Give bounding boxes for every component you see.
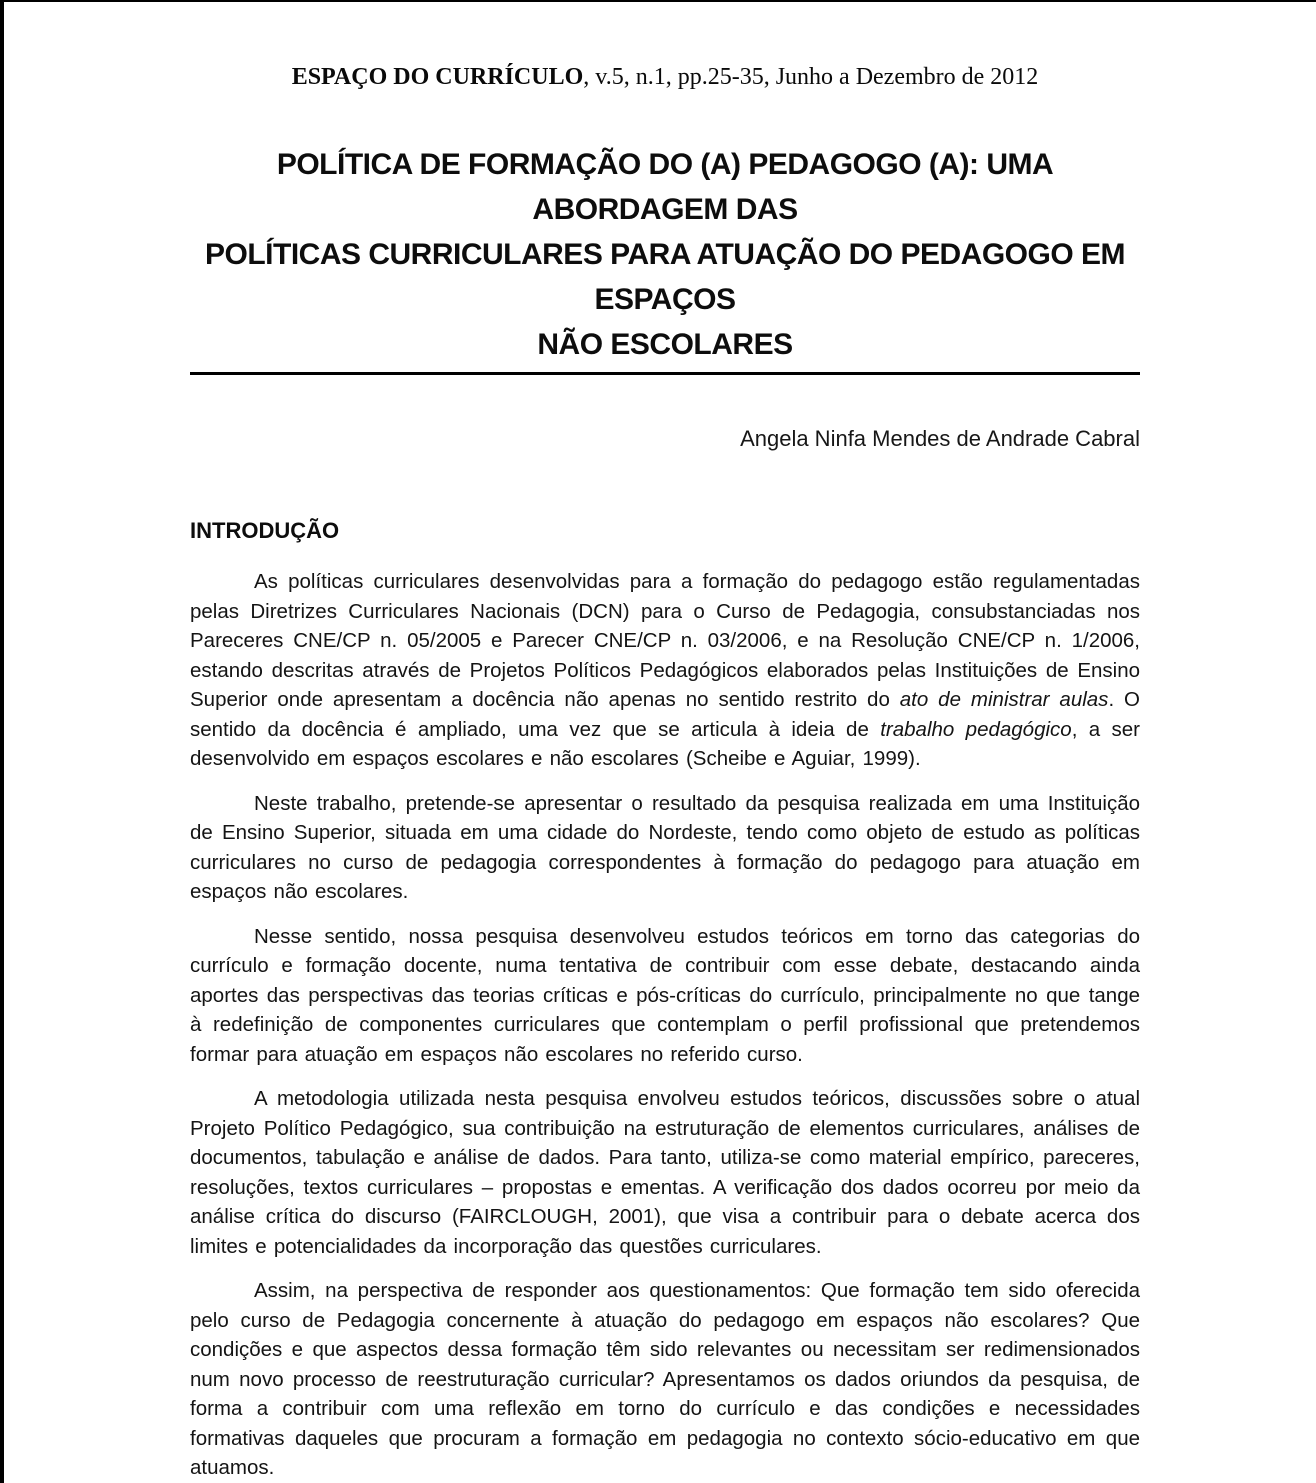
paragraph xyxy=(190,1084,1140,1261)
section-heading-introducao: INTRODUÇÃO xyxy=(190,518,340,543)
author-byline: Angela Ninfa Mendes de Andrade Cabral xyxy=(740,426,1140,451)
paragraph xyxy=(190,567,1140,774)
paragraph xyxy=(190,922,1140,1070)
article-body xyxy=(190,567,1140,1483)
article-title xyxy=(190,142,1140,367)
journal-issue-info: , v.5, n.1, pp.25-35, Junho a Dezembro de 2012 xyxy=(583,64,1039,90)
title-underline-rule xyxy=(190,372,1140,375)
text-run: A metodologia utilizada nesta pesquisa envolveu estudos teóricos, discussões sobre o atual Projeto Político Pedagógico, sua contribuição na estruturação de elementos curriculares, análises de documentos, tabulação e análise de dados. Para tanto, utiliza-se como material empírico, pareceres, resoluções, textos curriculares – propostas e ementas. A verificação dos dados ocorreu por meio da análise crítica do discurso (FAIRCLOUGH, 2001), que visa a contribuir para o debate acerca dos limites e potencialidades da incorporação das questões curriculares. xyxy=(190,1087,1140,1258)
text-run: Assim, na perspectiva de responder aos questionamentos: Que formação tem sido oferecida pelo curso de Pedagogia concernente à atuação do pedagogo em espaços não escolares? Que condições e que aspectos dessa formação têm sido relevantes ou necessitam ser redimensionados num novo processo de reestruturação curricular? Apresentamos os dados oriundos da pesquisa, de forma a contribuir com uma reflexão em torno do currículo e das condições e necessidades formativas daqueles que procuram a formação em pedagogia no contexto sócio-educativo em que atuamos. xyxy=(190,1279,1140,1479)
text-run: As políticas curriculares desenvolvidas para a formação do pedagogo estão regulamentadas pelas Diretrizes Curriculares Nacionais (DCN) para o Curso de Pedagogia, consubstanciadas nos Pareceres CNE/CP n. 05/2005 e Parecer CNE/CP n. 03/2006, e na Resolução CNE/CP n. 1/2006, estando descritas através de Projetos Políticos Pedagógicos elaborados pelas Instituições de Ensino Superior onde apresentam a docência não apenas no sentido restrito do xyxy=(190,570,1140,711)
page-content xyxy=(190,62,1140,1483)
paragraph xyxy=(190,1276,1140,1483)
text-run: , a ser desenvolvido em espaços escolares e não escolares (Scheibe e Aguiar, 1999). xyxy=(190,717,1140,770)
journal-header xyxy=(190,62,1140,92)
text-run: Nesse sentido, nossa pesquisa desenvolveu estudos teóricos em torno das categorias do currículo e formação docente, numa tentativa de contribuir com esse debate, destacando ainda aportes das perspectivas das teorias críticas e pós-críticas do currículo, principalmente no que tange à redefinição de componentes curriculares que contemplam o perfil profissional que pretendemos formar para atuação em espaços não escolares no referido curso. xyxy=(190,924,1140,1066)
article-title-line-2: POLÍTICAS CURRICULARES PARA ATUAÇÃO DO PEDAGOGO EM ESPAÇOS xyxy=(204,238,1125,316)
paragraph xyxy=(190,789,1140,907)
text-run: . O sentido da docência é ampliado, uma vez que se articula à ideia de xyxy=(190,688,1141,741)
italic-text-run: trabalho pedagógico xyxy=(880,717,1072,741)
journal-name: ESPAÇO DO CURRÍCULO xyxy=(291,64,584,90)
italic-text-run: ato de ministrar aulas xyxy=(899,688,1109,711)
article-title-line-1: POLÍTICA DE FORMAÇÃO DO (A) PEDAGOGO (A): UMA ABORDAGEM DAS xyxy=(276,148,1054,226)
article-title-line-3: NÃO ESCOLARES xyxy=(537,328,793,361)
text-run: Neste trabalho, pretende-se apresentar o resultado da pesquisa realizada em uma Instituição de Ensino Superior, situada em uma cidade do Nordeste, tendo como objeto de estudo as políticas curriculares no curso de pedagogia correspondentes à formação do pedagogo para atuação em espaços não escolares. xyxy=(190,791,1140,903)
